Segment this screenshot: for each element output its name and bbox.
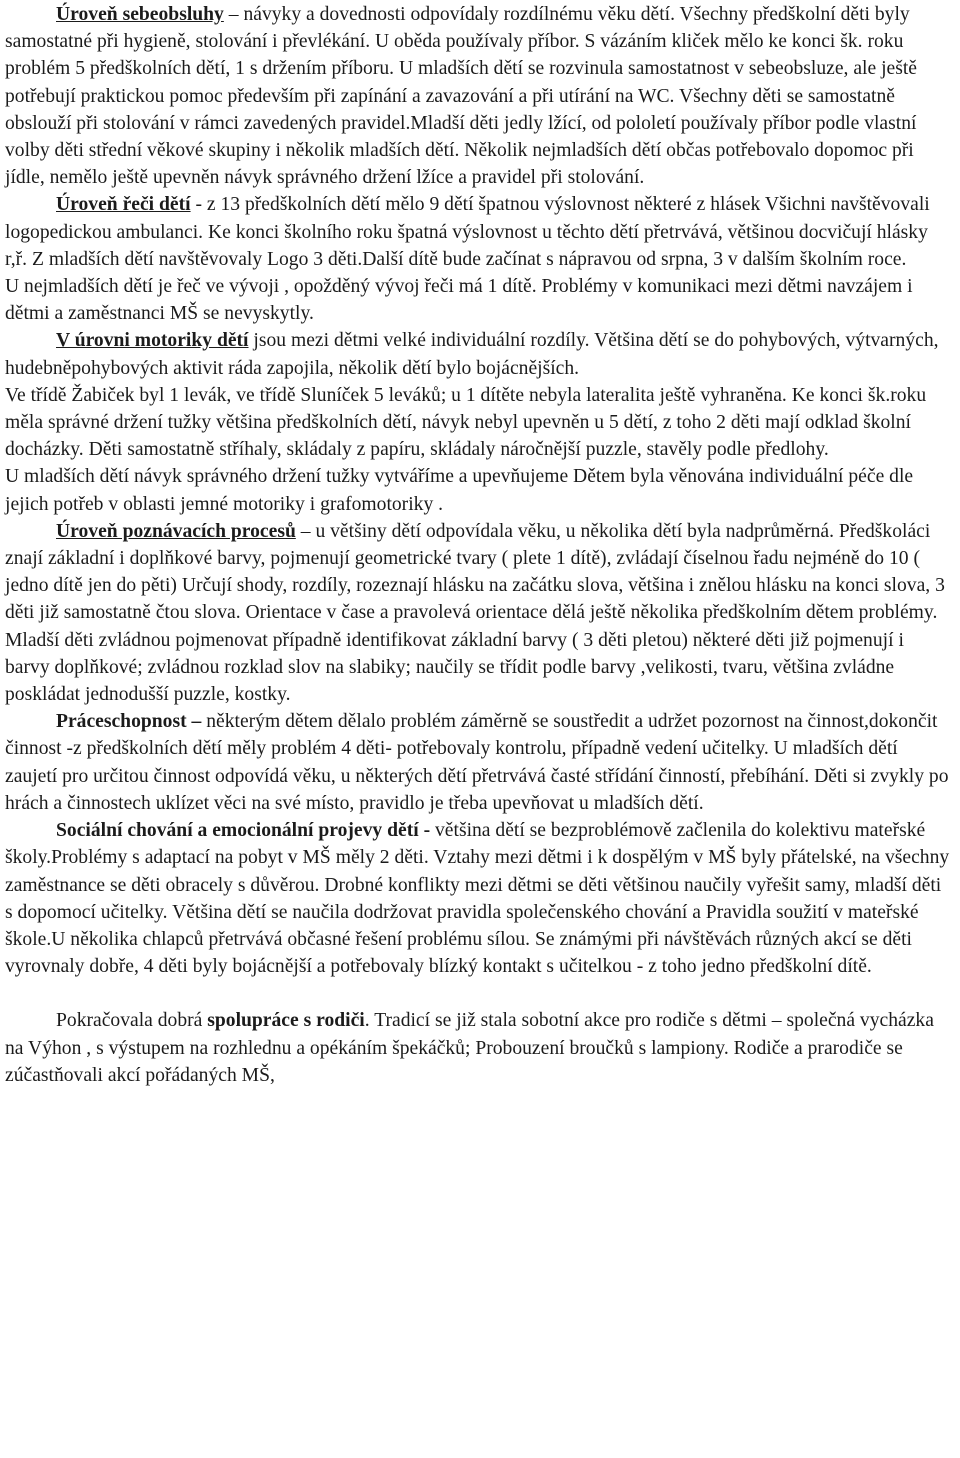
paragraph-reci xyxy=(5,191,952,273)
body-grafomotorika: U mladších dětí návyk správného držení tužky vytváříme a upevňujeme Dětem byla věnována individuální péče dle jejich potřeb v oblasti jemné motoriky i grafomotoriky . xyxy=(5,466,914,515)
paragraph-prace-schopnost xyxy=(5,708,952,817)
heading-spoluprace-s-rodici: spolupráce s rodiči xyxy=(207,1010,365,1032)
body-reci: - z 13 předškolních dětí mělo 9 dětí špatnou výslovnost některé z hlásek Všichni navštěvovali logopedickou ambulanci. Ke konci školního roku špatná výslovnost u těchto dětí přetrvává, většinou docvičují hlásky r,ř. Z mladších dětí navštěvovaly Logo 3 děti.Další dítě bude začínat s nápravou od srpna, 3 v dalším školním roce. xyxy=(5,194,930,270)
body-sebeobsluha: – návyky a dovednosti odpovídaly rozdílnému věku dětí. Všechny předškolní děti byly samostatné při hygieně, stolování i převlékání. U oběda používaly příbor. S vázáním kliček mělo ke konci šk. roku problém 5 předškolních dětí, 1 s držením příboru. U mladších dětí se rozvinula samostatnost v sebeobsluze, ale ještě potřebují praktickou pomoc především při zapínání a zavazování a při utírání na WC. Všechny děti se samostatně obslouží při stolování v rámci zavedených pravidel.Mladší děti jedly lžící, od pololetí používaly příbor podle vlastní volby děti střední věkové skupiny i několik mladších dětí. Několik nejmladších dětí občas potřebovalo dopomoc při jídle, nemělo ještě upevněn návyk správného držení lžíce a pravidel při stolování. xyxy=(5,4,917,189)
heading-prace-schopnost: Práceschopnost – xyxy=(56,711,202,733)
heading-reci: Úroveň řeči dětí xyxy=(56,194,191,216)
heading-sebeobsluha: Úroveň sebeobsluhy xyxy=(56,4,224,25)
paragraph-sebeobsluha xyxy=(5,1,952,191)
heading-poznavaci-procesy: Úroveň poznávacích procesů xyxy=(56,520,296,542)
body-spoluprace-s-rodici: . Tradicí se již stala sobotní akce pro rodiče s dětmi – společná vycházka na Výhon , s výstupem na rozhlednu a opékáním špekáčků; Probouzení broučků s lampiony. Rodiče a prarodiče se zúčastňovali akcí pořádaných MŠ, xyxy=(5,1010,934,1086)
paragraph-spacer xyxy=(5,980,952,1007)
heading-socialni-chovani: Sociální chování a emocionální projevy dětí - xyxy=(56,820,431,842)
body-motorika: jsou mezi dětmi velké individuální rozdíly. Většina dětí se do pohybových, výtvarných, hudebněpohybových aktivit ráda zapojila, několik dětí bylo bojácnějších. xyxy=(5,330,939,379)
body-reci-nejmladsi: U nejmladších dětí je řeč ve vývoji , opožděný vývoj řeči má 1 dítě. Problémy v komunikaci mezi dětmi navzájem i dětmi a zaměstnanci MŠ se nevyskytly. xyxy=(5,276,913,325)
heading-motorika: V úrovni motoriky dětí xyxy=(56,330,249,352)
paragraph-motorika xyxy=(5,327,952,381)
paragraph-levaci xyxy=(5,382,952,464)
paragraph-grafomotorika xyxy=(5,463,952,517)
paragraph-spoluprace-s-rodici xyxy=(5,1007,952,1089)
paragraph-socialni-chovani xyxy=(5,817,952,980)
body-poznavaci-procesy: – u většiny dětí odpovídala věku, u několika dětí byla nadprůměrná. Předškoláci znají základní i doplňkové barvy, pojmenují geometrické tvary ( plete 1 dítě), zvládají číselnou řadu nejméně do 10 ( jedno dítě jen do pěti) Určují shody, rozdíly, rozeznají hlásku na začátku slova, většina i znělou hlásku na konci slova, 3 děti již samostatně čtou slova. Orientace v čase a pravolevá orientace dělá ještě několika předškolním dětem problémy. Mladší děti zvládnou pojmenovat případně identifikovat základní barvy ( 3 děti pletou) některé děti již pojmenují i barvy doplňkové; zvládnou rozklad slov na slabiky; naučily se třídit podle barvy ,velikosti, tvaru, většina zvládne poskládat jednodušší puzzle, kostky. xyxy=(5,520,945,706)
body-socialni-chovani: většina dětí se bezproblémově začlenila do kolektivu mateřské školy.Problémy s adaptací na pobyt v MŠ měly 2 děti. Vztahy mezi dětmi i k dospělým v MŠ byly přátelské, na všechny zaměstnance se děti obracely s důvěrou. Drobné konflikty mezi dětmi se děti většinou naučily vyřešit samy, mladší děti s dopomocí učitelky. Většina dětí se naučila dodržovat pravidla společenského chování a Pravidla soužití v mateřské škole.U několika chlapců přetrvává občasné řešení problému sílou. Se známými při návštěvách různých akcí se děti vyrovnaly dobře, 4 děti byly bojácnější a potřebovaly blízký kontakt s učitelkou - z toho jedno předškolní dítě. xyxy=(5,820,950,978)
body-levaci: Ve třídě Žabiček byl 1 levák, ve třídě Sluníček 5 leváků; u 1 dítěte nebyla lateralita ještě vyhraněna. Ke konci šk.roku měla správné držení tužky většina předškolních dětí, návyk nebyl upevněn u 5 dětí, z toho 2 děti mají odklad školní docházky. Děti samostatně stříhaly, skládaly z papíru, skládaly náročnější puzzle, stavěly podle předlohy. xyxy=(5,384,927,461)
body-spoluprace-intro: Pokračovala dobrá xyxy=(56,1010,208,1032)
body-prace-schopnost: některým dětem dělalo problém záměrně se soustředit a udržet pozornost na činnost,dokončit činnost -z předškolních dětí měly problém 4 děti- potřebovaly kontrolu, případně vedení učitelky. U mladších dětí zaujetí pro určitou činnost odpovídá věku, u některých dětí přetrvává časté střídání činností, přebíhání. Děti si zvykly po hrách a činnostech uklízet věci na své místo, pravidlo je třeba upevňovat u mladších dětí. xyxy=(5,711,949,814)
paragraph-reci-nejmladsi xyxy=(5,273,952,327)
paragraph-poznavaci-procesy xyxy=(5,518,952,708)
